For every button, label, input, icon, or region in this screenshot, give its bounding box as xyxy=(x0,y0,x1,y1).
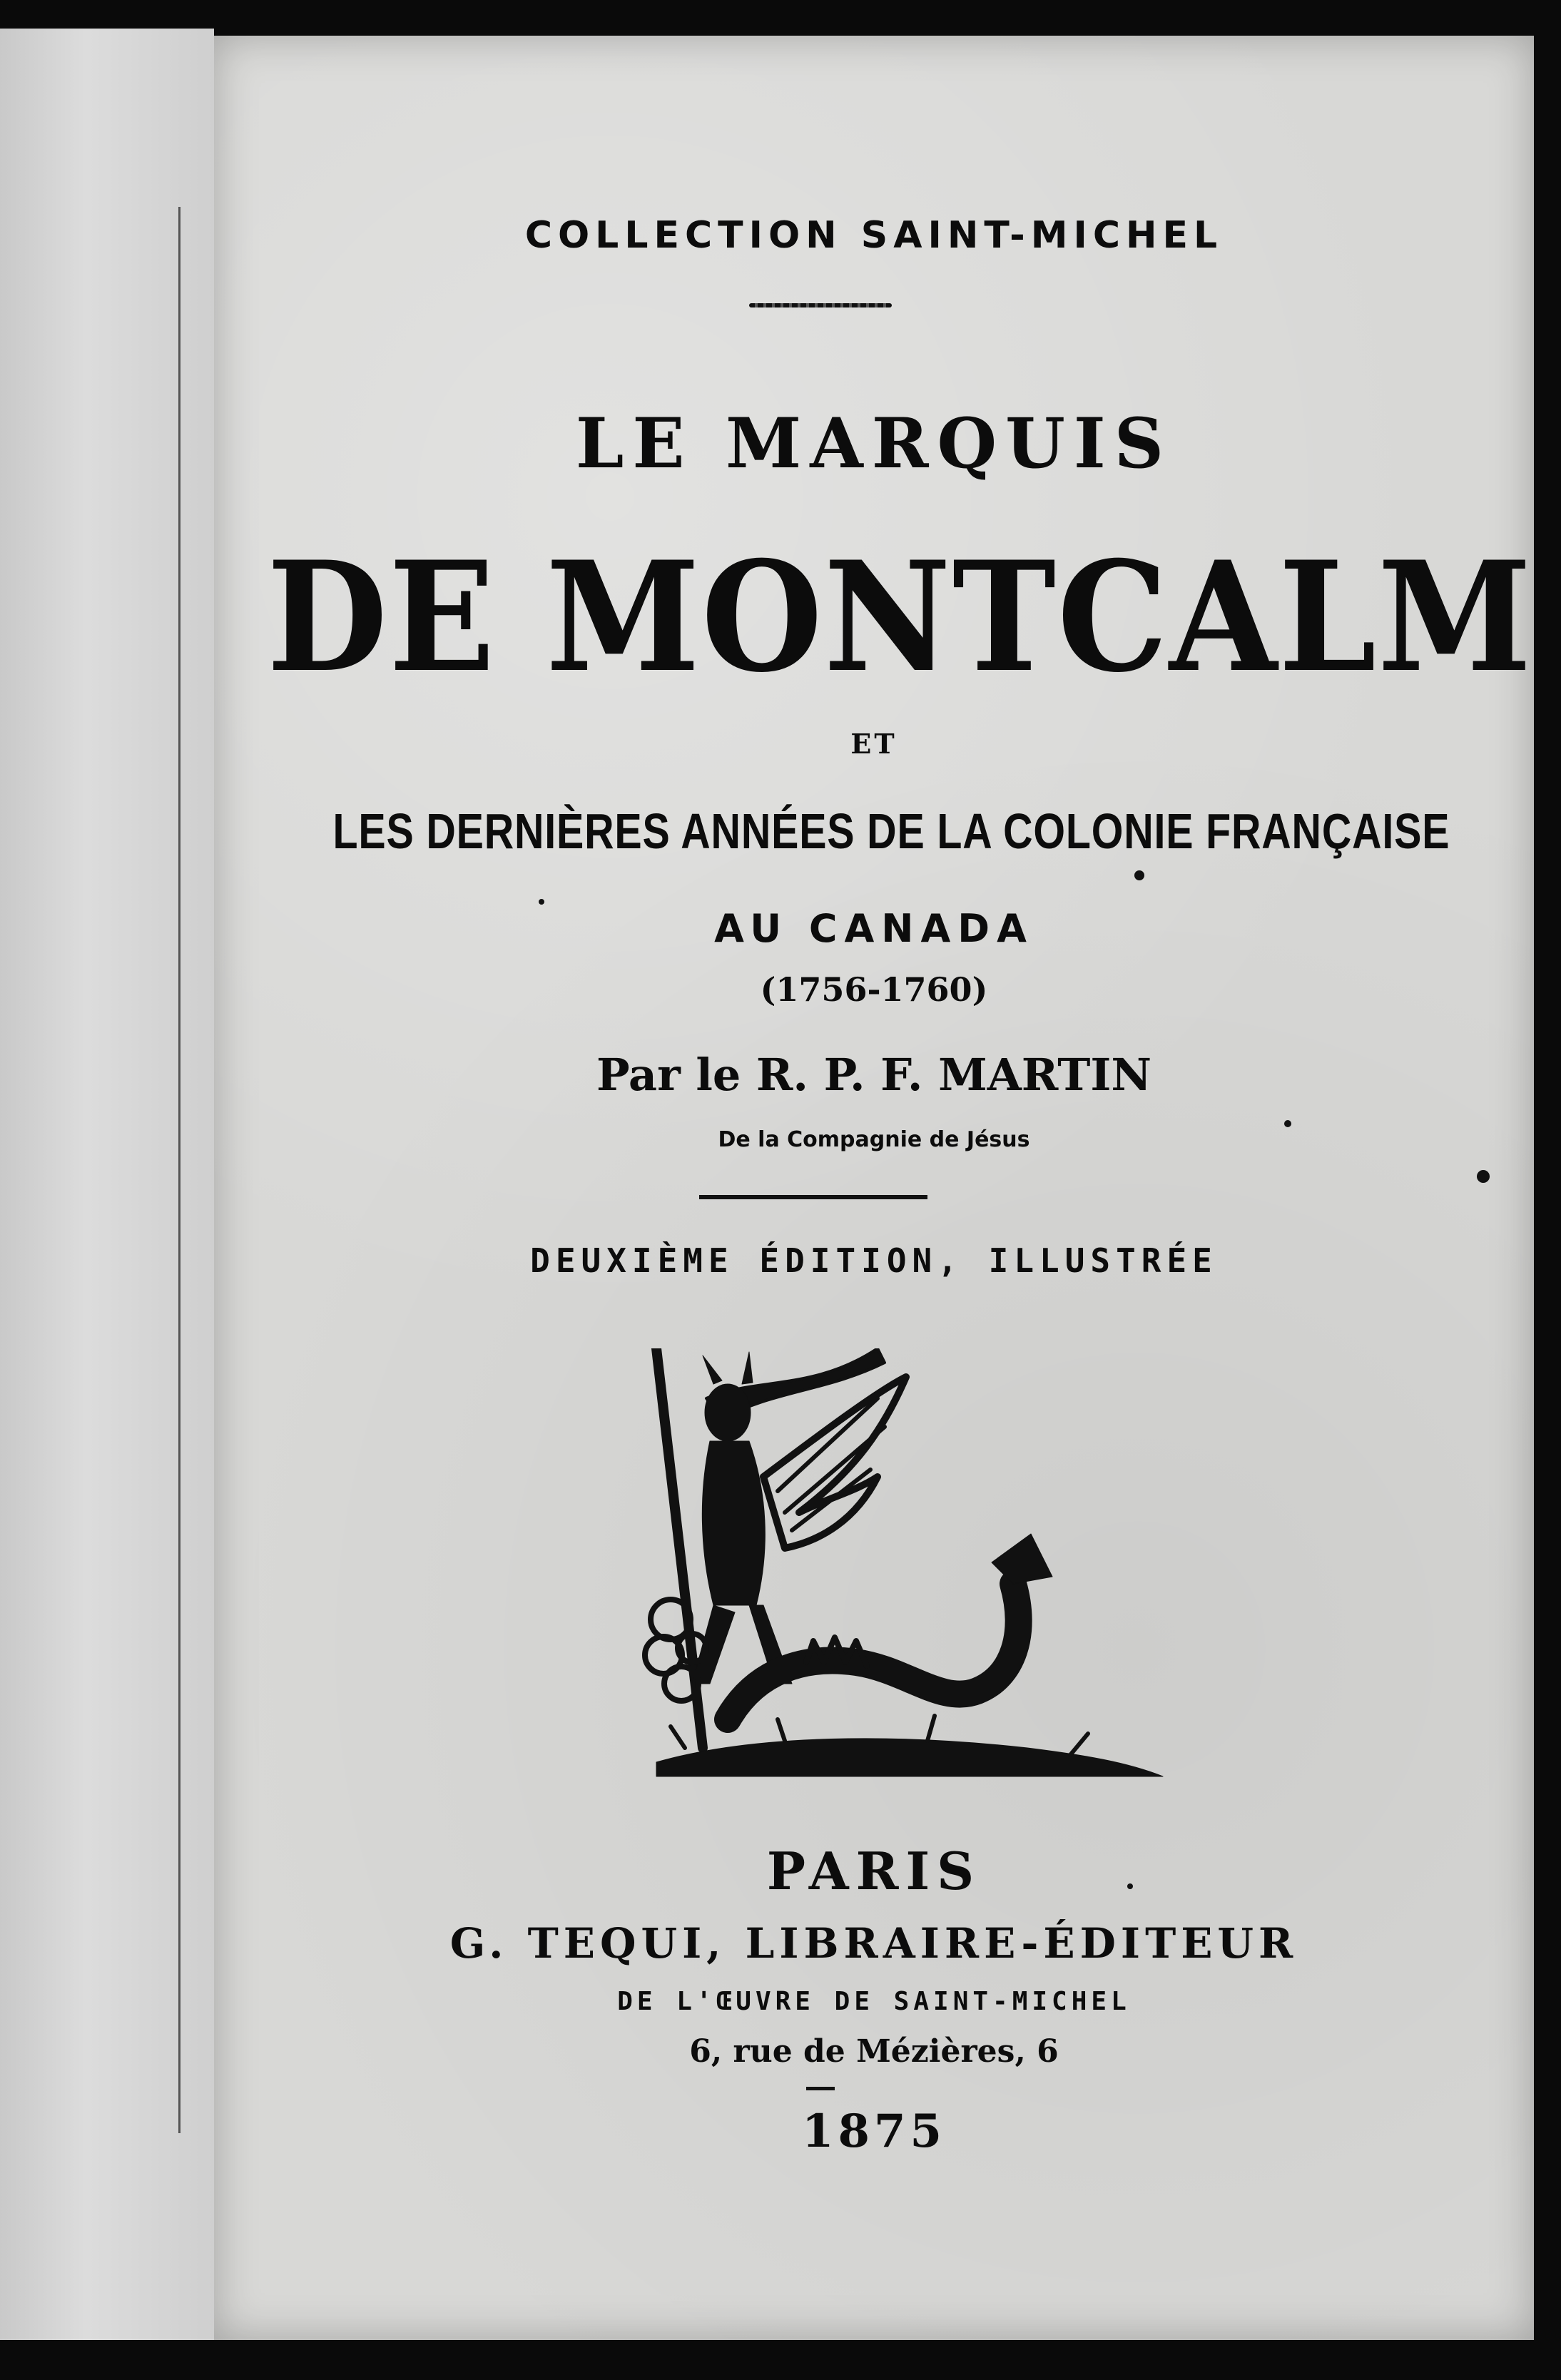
collection-heading: COLLECTION SAINT-MICHEL xyxy=(524,214,1224,257)
small-divider xyxy=(806,2087,835,2090)
scan-speck xyxy=(1284,1120,1291,1127)
title-line-1: LE MARQUIS xyxy=(575,403,1173,484)
author-line: Par le R. P. F. MARTIN xyxy=(596,1049,1152,1101)
imprint-year: 1875 xyxy=(801,2105,947,2158)
scan-speck xyxy=(1127,1883,1133,1889)
title-page xyxy=(214,36,1534,2340)
page-margin-rule xyxy=(178,207,180,2133)
divider-rule xyxy=(699,1195,927,1199)
date-range: (1756-1760) xyxy=(760,970,988,1009)
scan-speck xyxy=(1134,870,1144,880)
imprint-publisher: G. TEQUI, LIBRAIRE-ÉDITEUR xyxy=(449,1919,1298,1968)
scan-speck xyxy=(1477,1170,1490,1183)
title-conjunction: ET xyxy=(850,728,898,760)
ornament-rule xyxy=(749,303,892,307)
scan-speck xyxy=(539,899,544,905)
subtitle-location: AU CANADA xyxy=(714,906,1034,951)
imprint-city: PARIS xyxy=(766,1841,982,1901)
imprint-address: 6, rue de Mézières, 6 xyxy=(689,2033,1059,2070)
previous-page-edge xyxy=(0,29,214,2340)
saint-michel-slaying-dragon-icon xyxy=(642,1348,1184,1791)
edition-statement: DEUXIÈME ÉDITION, ILLUSTRÉE xyxy=(530,1241,1218,1280)
author-affiliation: De la Compagnie de Jésus xyxy=(718,1127,1030,1152)
imprint-oeuvre: DE L'ŒUVRE DE SAINT-MICHEL xyxy=(617,1987,1131,2016)
subtitle: LES DERNIÈRES ANNÉES DE LA COLONIE FRANÇAISE xyxy=(332,803,1450,859)
title-line-2: DE MONTCALM xyxy=(267,528,1533,706)
